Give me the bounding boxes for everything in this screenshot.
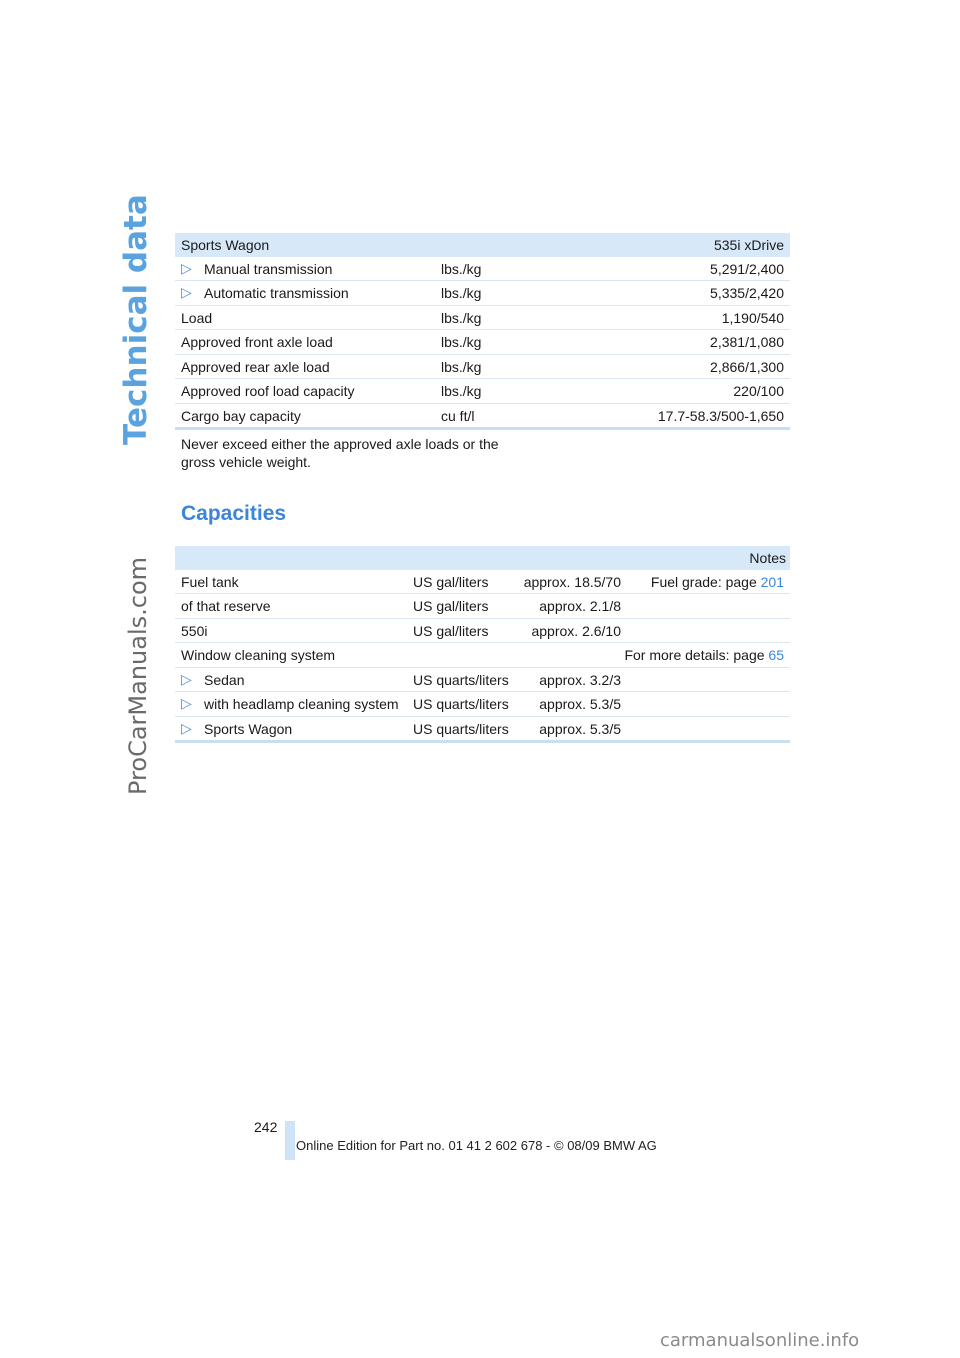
row-note	[651, 574, 784, 590]
row-label: Cargo bay capacity	[181, 407, 301, 424]
row-label: Load	[181, 309, 213, 326]
bullet-arrow-icon: ▷	[181, 719, 192, 736]
table-row	[175, 717, 790, 744]
table-row	[175, 355, 790, 380]
row-value: approx. 5.3/5	[539, 720, 621, 737]
table-row	[175, 619, 790, 644]
row-unit: US quarts/liters	[413, 696, 509, 712]
row-unit: US quarts/liters	[413, 671, 509, 688]
row-label: Manual transmission	[204, 260, 333, 277]
capacities-heading: Capacities	[181, 502, 287, 525]
section-title: Technical data	[118, 194, 154, 445]
table-row	[175, 281, 790, 306]
row-value: 5,335/2,420	[710, 285, 784, 301]
row-value: 17.7-58.3/500-1,650	[657, 407, 784, 424]
row-unit: lbs./kg	[441, 309, 482, 326]
note-text: For more details: page	[624, 647, 769, 663]
row-label: Sedan	[204, 671, 245, 688]
table-row	[175, 692, 790, 717]
row-label: Window cleaning system	[181, 647, 336, 663]
row-unit: US quarts/liters	[413, 720, 509, 737]
capacities-table-header	[175, 546, 790, 570]
row-value: approx. 3.2/3	[539, 671, 621, 688]
row-value: approx. 2.6/10	[531, 622, 621, 639]
table-row	[175, 570, 790, 595]
page-number: 242	[254, 1119, 278, 1135]
row-unit: lbs./kg	[441, 285, 482, 301]
row-label: Sports Wagon	[204, 720, 293, 737]
weights-table	[175, 233, 790, 430]
page-link[interactable]: 65	[768, 647, 784, 663]
row-unit: lbs./kg	[441, 383, 482, 399]
row-value: 1,190/540	[721, 309, 784, 326]
row-label: 550i	[181, 622, 208, 639]
note-text: Fuel grade: page	[650, 573, 761, 590]
row-label: Automatic transmission	[204, 285, 349, 301]
row-unit: US gal/liters	[413, 573, 489, 590]
bullet-arrow-icon: ▷	[181, 670, 192, 687]
row-label: of that reserve	[181, 598, 271, 614]
table-row	[175, 643, 790, 668]
capacities-table	[175, 546, 790, 743]
row-value: 2,381/1,080	[710, 334, 784, 350]
row-label: with headlamp cleaning system	[204, 696, 399, 712]
edition-text: Online Edition for Part no. 01 41 2 602 678 - © 08/09 BMW AG	[296, 1138, 657, 1153]
row-unit: lbs./kg	[441, 260, 482, 277]
row-value: 5,291/2,400	[710, 260, 784, 277]
row-unit: cu ft/l	[441, 407, 475, 424]
page-link[interactable]: 201	[760, 573, 784, 590]
table-row	[175, 668, 790, 693]
row-value: 2,866/1,300	[710, 358, 784, 375]
row-unit: US gal/liters	[413, 622, 489, 639]
row-label: Approved rear axle load	[181, 358, 330, 375]
row-value: approx. 5.3/5	[539, 696, 621, 712]
bullet-arrow-icon: ▷	[181, 259, 192, 276]
header-variant: 535i xDrive	[713, 237, 784, 253]
header-notes: Notes	[749, 550, 786, 566]
table-row	[175, 306, 790, 331]
table-row	[175, 404, 790, 431]
row-label: Fuel tank	[181, 573, 239, 590]
row-unit: lbs./kg	[441, 334, 482, 350]
bullet-arrow-icon: ▷	[181, 695, 192, 711]
table-row	[175, 330, 790, 355]
table-row	[175, 594, 790, 619]
row-label: Approved roof load capacity	[181, 383, 355, 399]
weights-table-header	[175, 233, 790, 257]
footer-accent-bar	[285, 1121, 295, 1160]
watermark-procarmanuals: ProCarManuals.com	[124, 556, 152, 795]
watermark-carmanualsonline: carmanualsonline.info	[660, 1330, 860, 1351]
row-value: approx. 18.5/70	[523, 573, 621, 590]
table-row	[175, 379, 790, 404]
bullet-arrow-icon: ▷	[181, 284, 192, 300]
row-value: 220/100	[733, 383, 784, 399]
header-model-group: Sports Wagon	[181, 237, 270, 253]
row-value: approx. 2.1/8	[539, 598, 621, 614]
row-unit: lbs./kg	[441, 358, 482, 375]
row-unit: US gal/liters	[413, 598, 489, 614]
axle-load-note: Never exceed either the approved axle loads or the gross vehicle weight.	[181, 436, 499, 470]
row-note	[624, 647, 784, 663]
table-row	[175, 257, 790, 282]
row-label: Approved front axle load	[181, 334, 333, 350]
